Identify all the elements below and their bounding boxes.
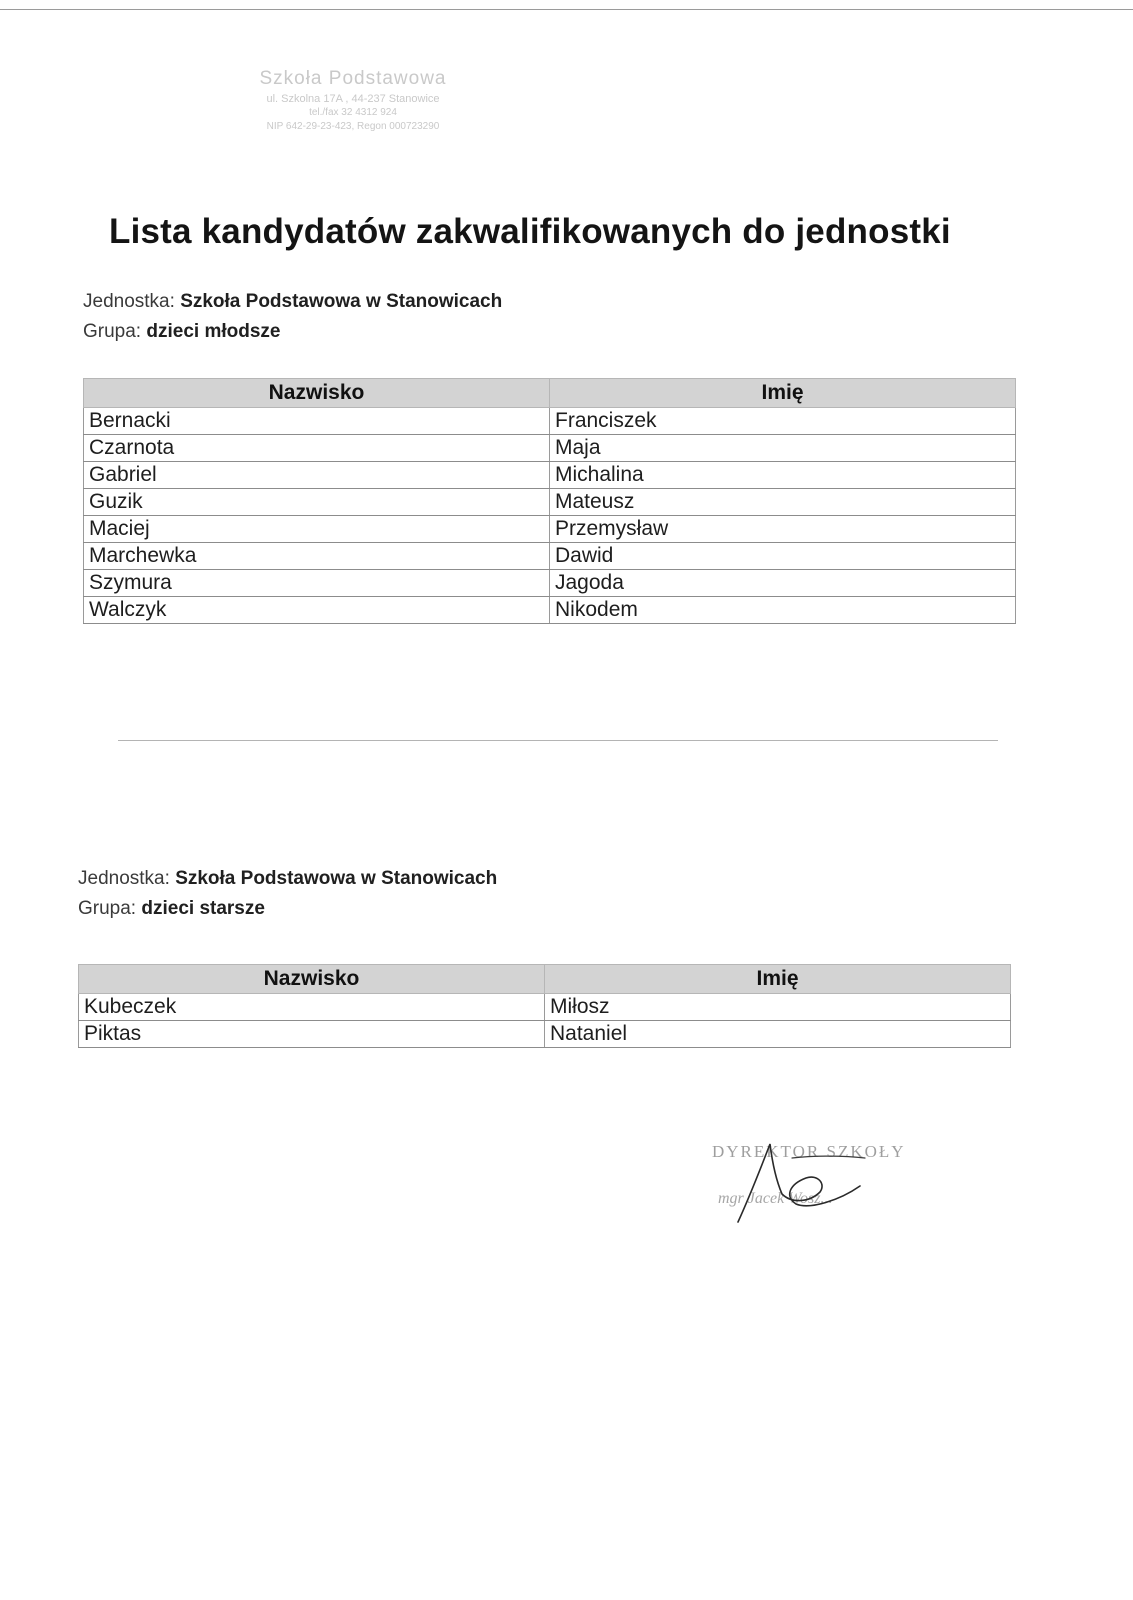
first-name-cell: Miłosz — [545, 994, 1011, 1021]
surname-cell: Guzik — [84, 489, 550, 516]
group-label: Grupa: — [78, 898, 137, 919]
signature-name: mgr Jacek Wosz... — [718, 1190, 833, 1207]
top-divider — [0, 9, 1133, 10]
surname-cell: Marchewka — [84, 543, 550, 570]
section-2-meta — [78, 864, 497, 924]
group-label: Grupa: — [83, 321, 142, 342]
unit-label: Jednostka: — [83, 291, 175, 312]
section-1-unit — [83, 287, 502, 317]
first-name-cell: Przemysław — [550, 516, 1016, 543]
table-row — [84, 597, 1016, 624]
column-header-surname: Nazwisko — [84, 379, 550, 408]
surname-cell: Maciej — [84, 516, 550, 543]
column-header-first-name: Imię — [545, 965, 1011, 994]
table-row — [84, 435, 1016, 462]
section-1-group — [83, 317, 502, 347]
table-row — [84, 543, 1016, 570]
first-name-cell: Maja — [550, 435, 1016, 462]
first-name-cell: Nataniel — [545, 1021, 1011, 1048]
section-2-unit — [78, 864, 497, 894]
candidates-table-younger — [83, 378, 1016, 624]
handwritten-signature-icon — [700, 1130, 920, 1225]
table-row — [84, 462, 1016, 489]
surname-cell: Czarnota — [84, 435, 550, 462]
table-header-row — [79, 965, 1011, 994]
surname-cell: Szymura — [84, 570, 550, 597]
first-name-cell: Jagoda — [550, 570, 1016, 597]
first-name-cell: Mateusz — [550, 489, 1016, 516]
table-row — [79, 994, 1011, 1021]
table-row — [84, 489, 1016, 516]
group-value: dzieci starsze — [141, 898, 265, 919]
surname-cell: Bernacki — [84, 408, 550, 435]
section-2-group — [78, 894, 497, 924]
unit-value: Szkoła Podstawowa w Stanowicach — [175, 868, 498, 889]
unit-value: Szkoła Podstawowa w Stanowicach — [180, 291, 503, 312]
section-1-meta — [83, 287, 502, 347]
first-name-cell: Franciszek — [550, 408, 1016, 435]
table-row — [84, 570, 1016, 597]
column-header-surname: Nazwisko — [79, 965, 545, 994]
group-value: dzieci młodsze — [146, 321, 281, 342]
surname-cell: Gabriel — [84, 462, 550, 489]
first-name-cell: Dawid — [550, 543, 1016, 570]
surname-cell: Piktas — [79, 1021, 545, 1048]
surname-cell: Kubeczek — [79, 994, 545, 1021]
first-name-cell: Michalina — [550, 462, 1016, 489]
first-name-cell: Nikodem — [550, 597, 1016, 624]
surname-cell: Walczyk — [84, 597, 550, 624]
table-row — [84, 408, 1016, 435]
column-header-first-name: Imię — [550, 379, 1016, 408]
stamp-line-2: ul. Szkolna 17A , 44-237 Stanowice — [266, 92, 440, 105]
page-title: Lista kandydatów zakwalifikowanych do jednostki — [109, 212, 951, 251]
director-signature-stamp — [700, 1130, 920, 1225]
table-row — [79, 1021, 1011, 1048]
signature-title: DYREKTOR SZKOŁY — [712, 1142, 906, 1161]
section-divider — [118, 740, 998, 741]
stamp-line-3: tel./fax 32 4312 924 — [309, 107, 397, 119]
table-header-row — [84, 379, 1016, 408]
stamp-line-1: Szkoła Podstawowa — [259, 68, 447, 89]
school-stamp — [228, 66, 478, 133]
table-row — [84, 516, 1016, 543]
candidates-table-older — [78, 964, 1011, 1048]
stamp-line-4: NIP 642-29-23-423, Regon 000723290 — [266, 120, 440, 132]
unit-label: Jednostka: — [78, 868, 170, 889]
